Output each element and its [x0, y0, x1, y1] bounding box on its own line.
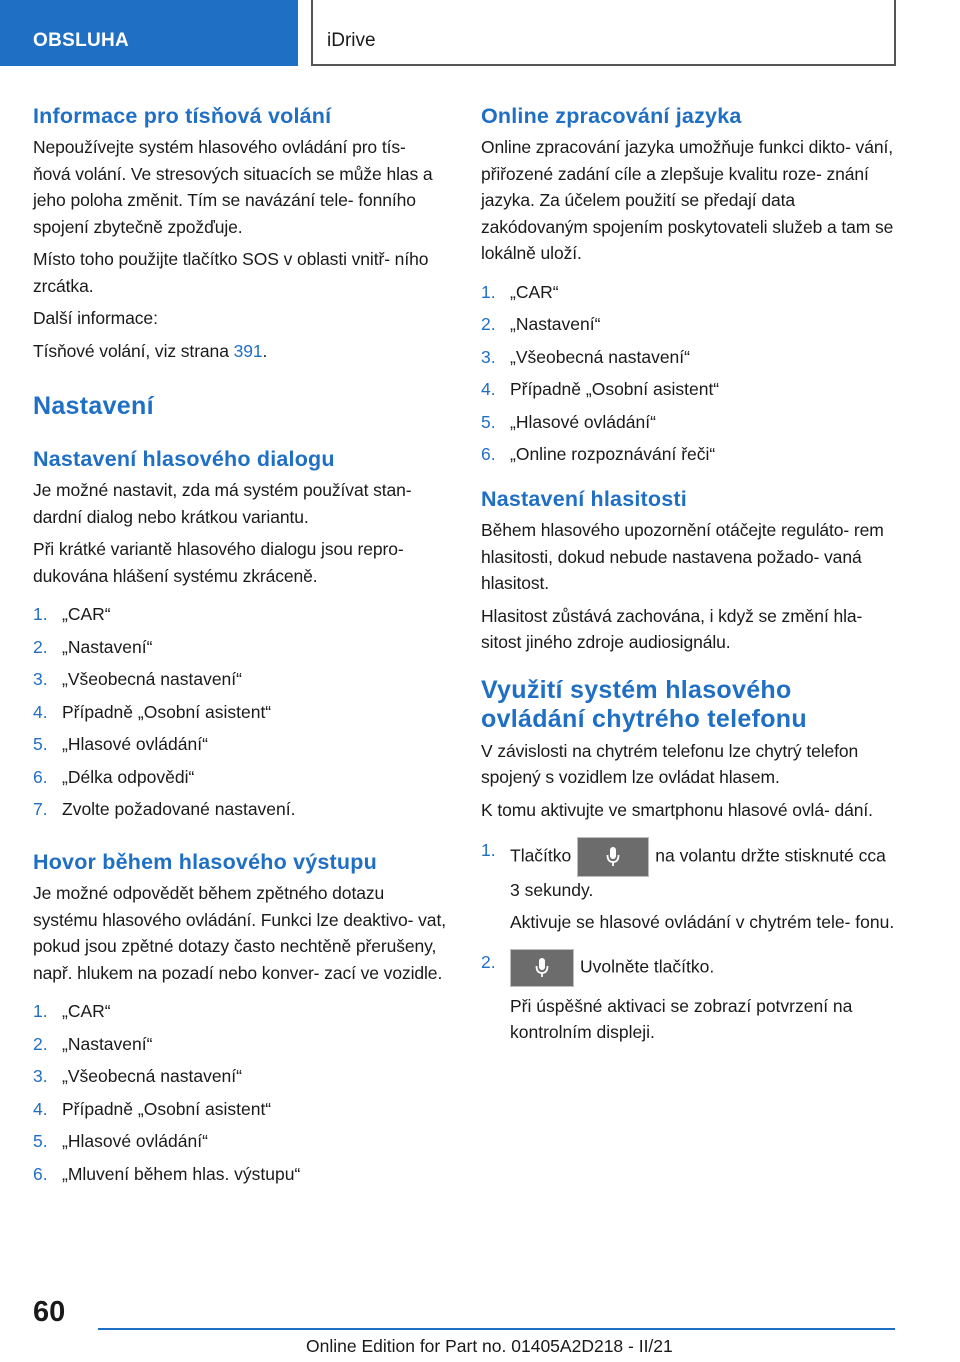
list-item — [33, 731, 447, 757]
footer-edition: Online Edition for Part no. 01405A2D218 - II/21 — [306, 1336, 673, 1356]
step-text: „Hlasové ovládání“ — [62, 1131, 208, 1151]
list-item — [33, 666, 447, 692]
page-link[interactable]: 391 — [233, 340, 263, 361]
step-text: „Online rozpoznávání řeči“ — [510, 444, 716, 464]
chapter-tab: iDrive — [311, 0, 896, 66]
dialog-heading: Nastavení hlasového dialogu — [33, 447, 335, 471]
step-number: 1. — [481, 840, 496, 860]
emergency-paragraph-2: Místo toho použijte tlačítko SOS v oblasti vnitř‐ ního zrcátka. — [33, 249, 429, 296]
step-number: 3. — [481, 346, 496, 367]
online-steps — [481, 279, 897, 468]
smartphone-steps — [481, 837, 897, 1045]
step-text: „Délka odpovědi“ — [62, 766, 195, 787]
step-text: „Nastavení“ — [62, 1033, 153, 1054]
list-item — [33, 1161, 447, 1187]
interrupt-heading: Hovor během hlasového výstupu — [33, 850, 377, 874]
footer-divider — [98, 1328, 895, 1330]
step-number: 4. — [481, 379, 496, 399]
step-number: 5. — [481, 411, 496, 432]
page-number: 60 — [33, 1296, 66, 1328]
step-number: 1. — [33, 604, 48, 624]
step-number: 6. — [33, 766, 48, 787]
step-number: 4. — [33, 701, 48, 722]
step-number: 3. — [33, 669, 48, 689]
online-paragraph: Online zpracování jazyka umožňuje funkci dikto‐ vání, přiřozené zadání cíle a zlepšuje kvalitu roze‐ znání jazyka. Za účelem použití se předají data zakódovaným spojením poskytovateli služeb a tam se lokálně uloží. — [481, 137, 894, 263]
step-text: „Nastavení“ — [510, 314, 601, 334]
step-subtext: Aktivuje se hlasové ovládání v chytrém tele‐ fonu. — [510, 912, 895, 932]
list-item — [33, 764, 447, 790]
list-item — [481, 344, 897, 370]
step-text: Případně „Osobní asistent“ — [62, 701, 272, 722]
list-item — [481, 376, 897, 402]
step-number: 3. — [33, 1066, 48, 1086]
step-number: 5. — [33, 734, 48, 754]
smartphone-paragraph-1: V závislosti na chytrém telefonu lze chytrý telefon spojený s vozidlem lze ovládat hlasem. — [481, 740, 859, 787]
settings-heading: Nastavení — [33, 392, 154, 420]
emergency-heading: Informace pro tísňová volání — [33, 104, 332, 128]
list-item — [481, 279, 897, 305]
step-text: „Mluvení během hlas. výstupu“ — [62, 1163, 301, 1184]
dialog-paragraph-1: Je možné nastavit, zda má systém používat stan‐ dardní dialog nebo krátkou variantu. — [33, 480, 412, 527]
step-text: „CAR“ — [62, 604, 111, 624]
step-number: 2. — [33, 1033, 48, 1054]
volume-paragraph-2: Hlasitost zůstává zachována, i když se změní hla‐ sitost jiného zdroje audiosignálu. — [481, 605, 863, 652]
step-text: „Nastavení“ — [62, 636, 153, 657]
list-item — [481, 311, 897, 337]
list-item — [481, 409, 897, 435]
right-column — [481, 102, 897, 1053]
step-number: 4. — [33, 1098, 48, 1119]
step-number: 7. — [33, 799, 48, 819]
step-text: „Hlasové ovládání“ — [62, 734, 208, 754]
dialog-paragraph-2: Při krátké variantě hlasového dialogu jsou repro‐ dukována hlášení systému zkráceně. — [33, 539, 404, 586]
step-number: 1. — [481, 281, 496, 302]
step-number: 2. — [481, 952, 496, 972]
list-item — [33, 1128, 447, 1154]
voice-button-image — [510, 949, 574, 987]
voice-button-image — [577, 837, 649, 877]
microphone-icon — [535, 957, 549, 979]
volume-paragraph-1: Během hlasového upozornění otáčejte reguláto‐ rem hlasitosti, dokud nebude nastavena požado‐ vaná hlasitost. — [481, 520, 884, 593]
step-subtext: Při úspěšné aktivaci se zobrazí potvrzení na kontrolním displeji. — [510, 996, 853, 1042]
step-text: „Hlasové ovládání“ — [510, 411, 656, 432]
step-number: 1. — [33, 1001, 48, 1021]
step-text: Zvolte požadované nastavení. — [62, 799, 296, 819]
smartphone-paragraph-2: K tomu aktivujte ve smartphonu hlasové ovlá‐ dání. — [481, 799, 873, 820]
list-item — [33, 1031, 447, 1057]
list-item — [33, 1096, 447, 1122]
list-item — [481, 441, 897, 467]
list-item — [33, 796, 447, 822]
reference-end: . — [262, 340, 268, 361]
step-number: 6. — [33, 1163, 48, 1184]
step-text: „CAR“ — [62, 1001, 111, 1021]
interrupt-paragraph: Je možné odpovědět během zpětného dotazu systému hlasového ovládání. Funkci lze deaktivo‐ vat, pokud jsou zpětné dotazy často nechtěně přerušeny, např. hlukem na pozadí nebo konver‐ zací ve vozidle. — [33, 883, 446, 983]
list-item — [33, 1063, 447, 1089]
left-column — [33, 102, 447, 1195]
step-text: „CAR“ — [510, 281, 559, 302]
step-text-after: Uvolněte tlačítko. — [580, 956, 715, 977]
dialog-steps — [33, 601, 447, 822]
step-number: 2. — [33, 636, 48, 657]
step-text: „Všeobecná nastavení“ — [62, 1066, 242, 1086]
step-text: Případně „Osobní asistent“ — [510, 379, 720, 399]
smartphone-heading: Využití systém hlasového ovládání chytrého telefonu — [481, 675, 807, 733]
emergency-paragraph-1: Nepoužívejte systém hlasového ovládání pro tís‐ ňová volání. Ve stresových situacích se může hlas a jeho poloha změnit. Tím se navázání tele‐ fonního spojení zbytečně zpožďuje. — [33, 137, 433, 237]
list-item — [481, 949, 897, 1045]
section-tab: OBSLUHA — [0, 0, 298, 66]
step-number: 6. — [481, 444, 496, 464]
step-number: 2. — [481, 314, 496, 334]
emergency-reference — [33, 338, 447, 365]
list-item — [33, 634, 447, 660]
volume-heading: Nastavení hlasitosti — [481, 487, 687, 511]
step-text: „Všeobecná nastavení“ — [62, 669, 242, 689]
microphone-icon — [606, 846, 620, 868]
list-item — [33, 699, 447, 725]
step-text: Případně „Osobní asistent“ — [62, 1098, 272, 1119]
list-item — [33, 601, 447, 627]
interrupt-steps — [33, 998, 447, 1187]
step-number: 5. — [33, 1131, 48, 1151]
step-text: „Všeobecná nastavení“ — [510, 346, 690, 367]
list-item — [481, 837, 897, 935]
online-heading: Online zpracování jazyka — [481, 104, 742, 128]
step-text-before: Tlačítko — [510, 845, 572, 866]
step-text-after: na volantu držte stisknuté cca 3 sekundy. — [510, 845, 886, 900]
emergency-paragraph-3: Další informace: — [33, 308, 158, 328]
reference-text: Tísňové volání, viz strana — [33, 340, 234, 361]
list-item — [33, 998, 447, 1024]
